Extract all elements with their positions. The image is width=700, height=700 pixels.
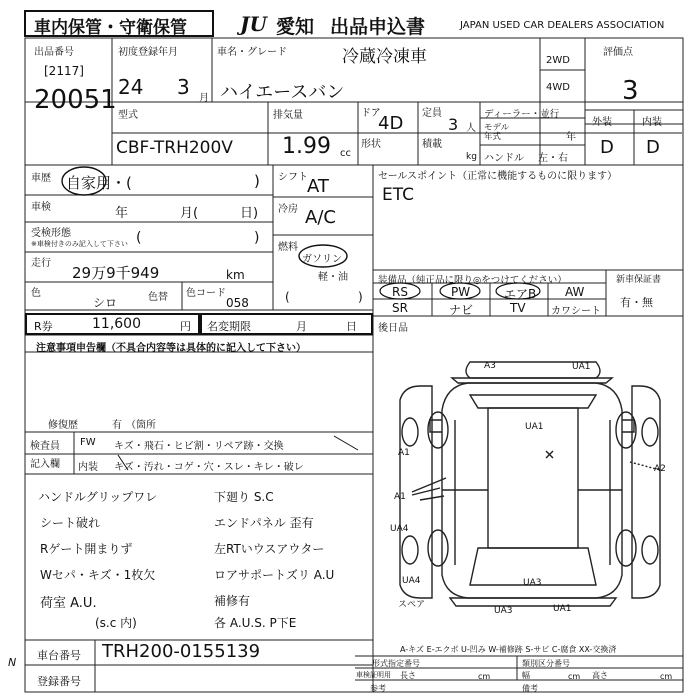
- diag-mark-ua1-mid: UA1: [525, 422, 544, 432]
- exterior-grade: D: [600, 137, 614, 158]
- recycle-label: R券: [34, 320, 53, 333]
- class-label: 類別区分番号: [522, 659, 570, 668]
- cert-line: 車検証明用: [356, 671, 391, 679]
- diag-mark-ua3-2: UA3: [494, 606, 513, 616]
- ref-label: 参考: [370, 684, 386, 693]
- equipment-pw: PW: [451, 285, 471, 299]
- model-year-suffix: 年: [566, 132, 576, 143]
- displacement-label: 排気量: [273, 110, 303, 121]
- equipment-aw: AW: [565, 285, 585, 299]
- form-paren-open: (: [136, 230, 142, 246]
- notes-label: 注意事項申告欄（不具合内容等は具体的に記入して下さい）: [36, 343, 306, 354]
- door-label: ドア: [361, 108, 381, 119]
- length-unit: cm: [478, 672, 491, 681]
- usage-value: 自家用・(: [66, 174, 132, 192]
- evaluation-label: 評価点: [603, 47, 633, 58]
- shaken-day: 日): [240, 206, 259, 221]
- color-value: シロ: [93, 296, 118, 310]
- equipment-label: 装備品（純正品に限り◎をつけてください）: [378, 275, 567, 286]
- car-diagram: [400, 362, 660, 606]
- diag-mark-ua4-1: UA4: [390, 524, 409, 534]
- shaken-month: 月(: [180, 206, 199, 221]
- note-left-6: (s.c 内): [95, 616, 137, 630]
- deadline-month: 月: [296, 320, 307, 333]
- mileage-label: 走行: [31, 258, 51, 269]
- repair-value: 有: [112, 420, 122, 431]
- recycle-unit: 円: [180, 320, 191, 333]
- month-unit: 月: [199, 93, 209, 104]
- fw-label: FW: [80, 437, 96, 448]
- equipment-tv: TV: [510, 301, 526, 315]
- diag-mark-a1-side: A1: [394, 492, 406, 502]
- note-left-2: シート破れ: [40, 516, 101, 530]
- lot-sub: [2117]: [44, 64, 84, 78]
- drive-4wd: 4WD: [546, 82, 570, 93]
- equipment-navi: ナビ: [449, 303, 474, 317]
- note-right-3: 左RTいウスアウター: [214, 542, 325, 556]
- cert-label: 形式指定番号: [372, 659, 420, 668]
- grade-value: 冷蔵冷凍車: [342, 47, 427, 67]
- form-note: ※車検付きのみ記入して下さい: [31, 240, 128, 248]
- shaken-label: 車検: [31, 202, 51, 213]
- fuel-paren-open: (: [285, 290, 290, 304]
- color-label: 色: [31, 288, 41, 299]
- color-code: 058: [226, 296, 249, 310]
- color-change-label: 色替: [148, 292, 168, 303]
- note-left-5: 荷室 A.U.: [40, 596, 97, 611]
- diag-mark-ua1-top: UA1: [572, 362, 591, 372]
- form-paren-close: ): [254, 230, 260, 246]
- capacity-label: 定員: [422, 108, 442, 119]
- year-label: 初度登録年月: [118, 47, 178, 58]
- model-year-label: モデル年式: [484, 123, 510, 142]
- equipment-sr: SR: [392, 301, 408, 315]
- diag-mark-ua3-1: UA3: [523, 578, 542, 588]
- mileage-unit: km: [226, 268, 245, 282]
- note-left-3: Rゲート開まりず: [40, 542, 133, 556]
- logo-mark: JU: [240, 12, 267, 36]
- interior-grade: D: [646, 137, 660, 158]
- fuel-gasoline: ガソリン: [302, 254, 342, 265]
- note-footer-label: 備考: [522, 684, 538, 693]
- diag-mark-a3: A3: [484, 361, 496, 371]
- deadline-day: 日: [346, 320, 357, 333]
- recycle-value: 11,600: [92, 316, 141, 332]
- fw-items: キズ・飛石・ヒビ割・リペア跡・交換: [114, 441, 284, 452]
- guarantee-label: 新車保証書: [616, 275, 662, 285]
- sales-point-label: セールスポイント（正常に機能するものに限ります）: [378, 171, 618, 182]
- diag-mark-a2-right: A2: [654, 464, 666, 474]
- fuel-paren-close: ): [358, 290, 363, 304]
- note-right-2: エンドパネル 歪有: [214, 516, 314, 530]
- lot-label: 出品番号: [34, 47, 74, 58]
- dealer-label: ディーラー・並行: [484, 109, 560, 120]
- inspector-label: 検査員: [30, 441, 60, 452]
- shift-label: シフト: [278, 172, 308, 183]
- load-unit: kg: [466, 152, 477, 162]
- height-label: 高さ: [592, 671, 608, 680]
- inspector-label-2: 記入欄: [30, 459, 60, 470]
- shift-value: AT: [307, 176, 329, 197]
- width-unit: cm: [568, 672, 581, 681]
- association-name: JAPAN USED CAR DEALERS ASSOCIATION: [460, 20, 665, 31]
- equipment-airbag: エアB: [504, 287, 537, 301]
- exterior-label: 外装: [592, 117, 612, 128]
- note-left-4: Wセパ・キズ・1枚欠: [40, 568, 156, 582]
- load-label: 積載: [422, 139, 442, 150]
- note-right-4: ロアサポートズリ A.U: [214, 568, 335, 582]
- logo-text: 愛知: [276, 16, 315, 38]
- repair-place: （箇所: [126, 420, 156, 431]
- color-code-label: 色コード: [186, 288, 226, 299]
- note-right-5: 補修有: [214, 594, 251, 608]
- length-label: 長さ: [400, 671, 416, 680]
- deadline-label: 名変期限: [207, 320, 251, 333]
- handle-label: ハンドル: [484, 153, 524, 164]
- note-right-1: 下廻り S.C: [214, 490, 274, 504]
- diagram-legend: A-キズ E-エクボ U-凹み W-補修跡 S-サビ C-腐食 XX-交換済: [400, 645, 617, 654]
- fuel-label: 燃料: [278, 242, 298, 253]
- capacity-unit: 人: [466, 123, 476, 134]
- repair-label: 修復歴: [48, 420, 78, 431]
- shaken-year: 年: [115, 206, 129, 221]
- storage-title: 車内保管・守衛保管: [34, 18, 187, 38]
- lot-number: 20051: [34, 85, 117, 115]
- evaluation-score: 3: [622, 76, 639, 106]
- fuel-diesel: 軽・油: [318, 272, 348, 283]
- year-value: 24: [118, 75, 144, 99]
- drive-2wd: 2WD: [546, 55, 570, 66]
- rear-label: 後日品: [378, 323, 408, 334]
- capacity-value: 3: [448, 115, 459, 134]
- interior-label: 内装: [642, 117, 662, 128]
- ac-label: 冷房: [278, 204, 298, 215]
- mileage-value: 29万9千949: [72, 264, 160, 282]
- form-title: 出品申込書: [330, 16, 426, 38]
- diag-mark-a1-left: A1: [398, 448, 410, 458]
- note-left-1: ハンドルグリップワレ: [38, 490, 158, 504]
- usage-label: 車歴: [31, 173, 51, 184]
- equipment-rs: RS: [392, 285, 408, 299]
- height-unit: cm: [660, 672, 673, 681]
- door-value: 4D: [378, 113, 404, 134]
- reg-label: 登録番号: [37, 675, 81, 688]
- spare-label: スペア: [398, 600, 426, 610]
- sales-point-value: ETC: [382, 185, 414, 205]
- guarantee-options: 有・無: [620, 296, 653, 309]
- equipment-seat: カワシート: [551, 306, 601, 317]
- displacement-unit: cc: [340, 148, 351, 159]
- width-label: 幅: [522, 671, 530, 680]
- diag-mark-ua4-2: UA4: [402, 576, 421, 586]
- shape-label: 形状: [361, 139, 381, 150]
- n-mark: N: [8, 656, 17, 669]
- type-value: CBF-TRH200V: [116, 138, 233, 158]
- displacement-value: 1.99: [282, 134, 331, 159]
- note-right-6: 各 A.U.S. P下E: [214, 616, 297, 630]
- chassis-label: 車台番号: [37, 649, 81, 662]
- type-label: 型式: [118, 110, 138, 121]
- month-value: 3: [177, 75, 190, 99]
- form-label: 受検形態: [31, 228, 71, 239]
- interior-insp-label: 内装: [78, 462, 98, 473]
- diag-mark-ua1-rear: UA1: [553, 604, 572, 614]
- handle-options: 左・右: [538, 153, 568, 164]
- model-name: ハイエースバン: [220, 82, 345, 103]
- ac-value: A/C: [305, 207, 336, 228]
- chassis-value: TRH200-0155139: [102, 641, 261, 662]
- name-label: 車名・グレード: [217, 47, 287, 58]
- interior-items: キズ・汚れ・コゲ・穴・スレ・キレ・破レ: [114, 462, 304, 473]
- usage-close: ): [254, 172, 260, 190]
